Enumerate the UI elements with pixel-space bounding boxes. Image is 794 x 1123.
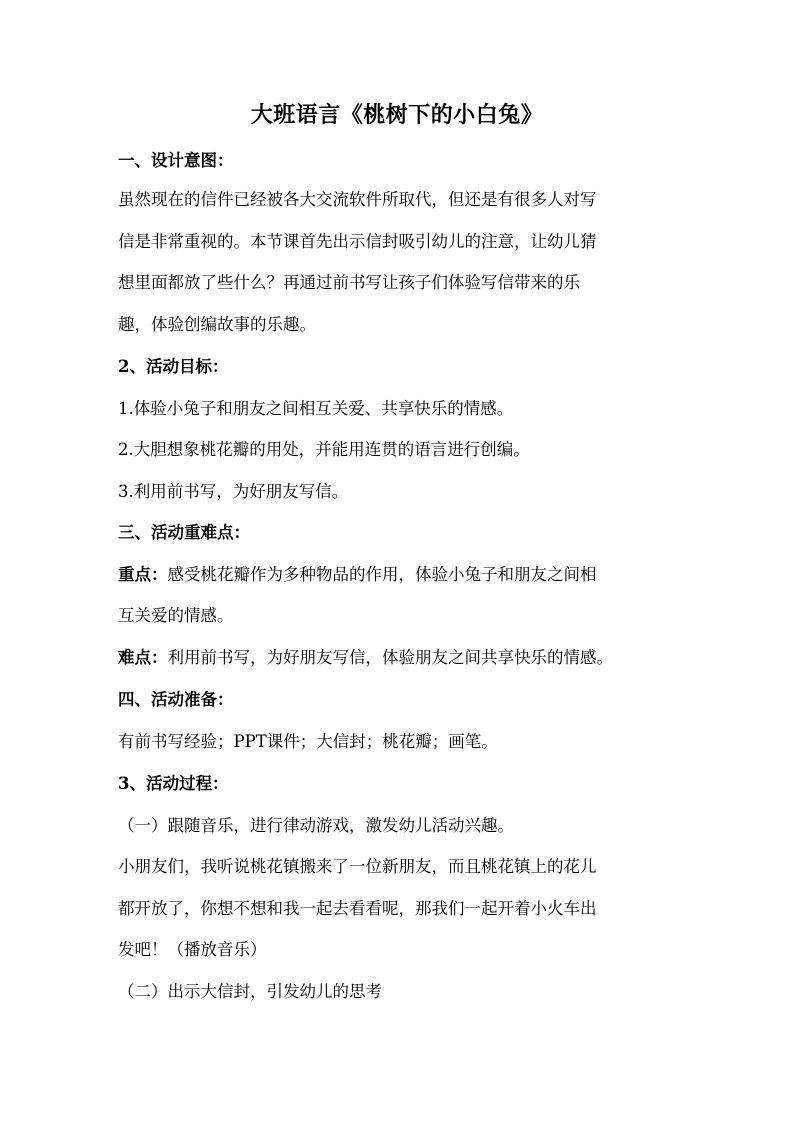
paragraph-line: 发吧！（播放音乐） [118,940,267,959]
focus-label: 重点： [118,565,168,584]
difficulty-paragraph-line [118,647,613,669]
paragraph-line: 虽然现在的信件已经被各大交流软件所取代，但还是有很多人对写 [118,190,597,209]
focus-text: 感受桃花瓣作为多种物品的作用，体验小兔子和朋友之间相 [167,565,597,584]
process-step-2: （二）出示大信封，引发幼儿的思考 [118,982,382,1001]
section-heading-design-intent: 一、设计意图： [118,151,234,170]
focus-paragraph-line: 互关爱的情感。 [118,606,234,625]
difficulty-label: 难点： [118,648,168,667]
difficulty-text: 利用前书写，为好朋友写信，体验朋友之间共享快乐的情感。 [167,648,613,667]
paragraph-line: 想里面都放了些什么？再通过前书写让孩子们体验写信带来的乐 [118,273,580,292]
paragraph-line: 都开放了，你想不想和我一起去看看呢，那我们一起开着小火车出 [118,899,597,918]
section-heading-preparation: 四、活动准备： [118,690,234,709]
section-heading-key-points: 三、活动重难点： [118,523,250,542]
preparation-text: 有前书写经验；PPT课件；大信封；桃花瓣；画笔。 [118,732,498,751]
document-title: 大班语言《桃树下的小白兔》 [250,102,544,128]
process-step-1: （一）跟随音乐，进行律动游戏，激发幼儿活动兴趣。 [118,816,514,835]
goal-item: 1.体验小兔子和朋友之间相互关爱、共享快乐的情感。 [118,399,514,418]
goal-item: 2.大胆想象桃花瓣的用处，并能用连贯的语言进行创编。 [118,440,530,459]
paragraph-line: 小朋友们，我听说桃花镇搬来了一位新朋友，而且桃花镇上的花儿 [118,857,597,876]
goal-item: 3.利用前书写，为好朋友写信。 [118,482,349,501]
paragraph-line: 趣，体验创编故事的乐趣。 [118,315,316,334]
section-heading-goals: 2、活动目标： [118,357,229,376]
focus-paragraph-line [118,564,597,586]
section-heading-process: 3、活动过程： [118,774,229,793]
paragraph-line: 信是非常重视的。本节课首先出示信封吸引幼儿的注意，让幼儿猜 [118,232,597,251]
